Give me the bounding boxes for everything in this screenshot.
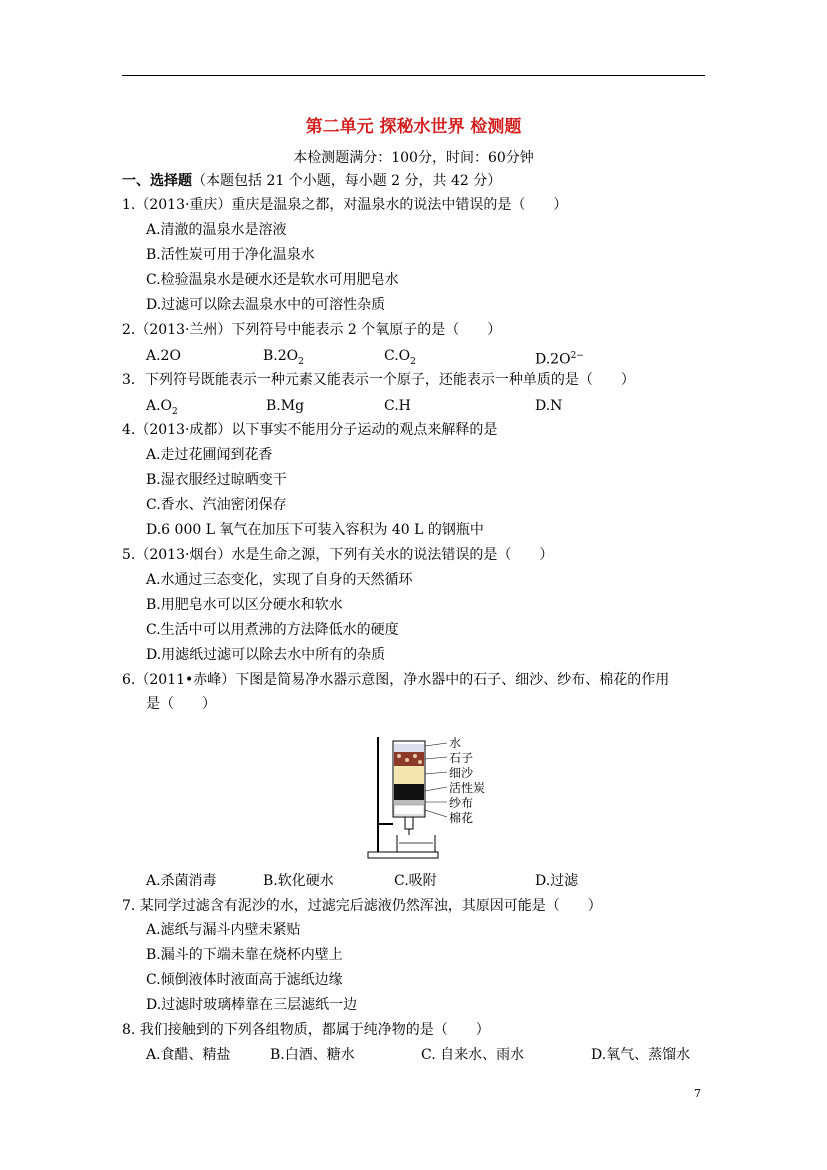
question-8-stem: 8. 我们接触到的下列各组物质，都属于纯净物的是（ ） (122, 1022, 490, 1038)
question-6-stem: 6.（2011•赤峰）下图是简易净水器示意图，净水器中的石子、细沙、纱布、棉花的作用 (122, 672, 670, 688)
question-3-option-a-subscript: 2 (172, 406, 178, 417)
question-2-option-c (384, 347, 416, 371)
question-2-option-b (263, 347, 304, 371)
leader-line (425, 743, 447, 746)
question-5-option-c: C.生活中可以用煮沸的方法降低水的硬度 (146, 622, 399, 638)
header-rule (122, 75, 705, 76)
question-2-option-b-text: B.2O (263, 348, 299, 364)
question-6-option-b: B.软化硬水 (263, 873, 334, 889)
stand-base (368, 852, 438, 858)
question-3-option-a-text: A.O (146, 398, 173, 414)
outlet-tube (405, 817, 413, 829)
question-5-stem: 5.（2013·烟台）水是生命之源，下列有关水的说法错误的是（ ） (122, 547, 554, 563)
question-5-option-a: A.水通过三态变化，实现了自身的天然循环 (146, 572, 413, 588)
question-1-option-c: C.检验温泉水是硬水还是软水可用肥皂水 (146, 272, 399, 288)
question-4-option-d: D.6 000 L 氧气在加压下可装入容积为 40 L 的钢瓶中 (146, 522, 484, 538)
question-2-stem: 2.（2013·兰州）下列符号中能表示 2 个氧原子的是（ ） (122, 322, 502, 338)
water-purifier-figure (365, 731, 505, 861)
pebble-dot (405, 758, 409, 762)
question-7-option-d: D.过滤时玻璃棒靠在三层滤纸一边 (146, 997, 358, 1013)
question-4-option-c: C.香水、汽油密闭保存 (146, 497, 287, 513)
layer-gauze (394, 800, 424, 805)
question-8-option-b: B.白酒、糖水 (270, 1047, 355, 1063)
question-2-option-b-subscript: 2 (298, 356, 304, 367)
question-7-stem: 7. 某同学过滤含有泥沙的水，过滤完后滤液仍然浑浊，其原因可能是（ ） (122, 898, 602, 914)
question-4-option-b: B.湿衣服经过晾晒变干 (146, 472, 287, 488)
question-2-option-d-superscript: 2− (570, 351, 584, 361)
question-4-option-a: A.走过花圃闻到花香 (146, 447, 273, 463)
figure-label-gauze: 纱布 (449, 796, 474, 810)
question-7-option-b: B.漏斗的下端未靠在烧杯内壁上 (146, 947, 343, 963)
question-2-option-c-text: C.O (384, 348, 411, 364)
figure-label-pebbles: 石子 (449, 751, 474, 765)
question-4-stem: 4.（2013·成都）以下事实不能用分子运动的观点来解释的是 (122, 422, 498, 438)
figure-label-water: 水 (449, 736, 462, 750)
question-8-option-d: D.氧气、蒸馏水 (591, 1047, 691, 1063)
leader-line (425, 810, 447, 817)
figure-label-carbon: 活性炭 (449, 781, 486, 795)
question-6-option-a: A.杀菌消毒 (146, 873, 217, 889)
question-1-option-b: B.活性炭可用于净化温泉水 (146, 247, 315, 263)
question-1-stem: 1.（2013·重庆）重庆是温泉之都，对温泉水的说法中错误的是（ ） (122, 197, 568, 213)
page-number: 7 (694, 1087, 701, 1100)
figure-label-cotton: 棉花 (449, 811, 474, 825)
question-8-option-c: C. 自来水、雨水 (421, 1047, 525, 1063)
question-3-option-c: C.H (384, 398, 411, 414)
leader-line (425, 757, 447, 759)
question-2-option-a: A.2O (146, 348, 181, 364)
figure-label-sand: 细沙 (449, 766, 474, 780)
question-5-option-b: B.用肥皂水可以区分硬水和软水 (146, 597, 343, 613)
layer-cotton (394, 805, 424, 815)
question-1-option-a: A.清澈的温泉水是溶液 (146, 222, 287, 238)
question-1-option-d: D.过滤可以除去温泉水中的可溶性杂质 (146, 297, 386, 313)
question-8-option-a: A.食醋、精盐 (146, 1047, 231, 1063)
section-heading-label: 一、选择题 (122, 173, 192, 189)
leader-line (425, 772, 447, 774)
question-2-option-d-text: D.2O (535, 351, 571, 368)
pebble-dot (418, 760, 422, 764)
section-heading (122, 172, 501, 190)
question-7-option-c: C.倾倒液体时液面高于滤纸边缘 (146, 972, 343, 988)
question-5-option-d: D.用滤纸过滤可以除去水中所有的杂质 (146, 647, 386, 663)
question-2-option-d (535, 347, 584, 369)
question-3-option-a (146, 397, 178, 421)
question-7-option-a: A.滤纸与漏斗内壁未紧贴 (146, 922, 301, 938)
question-6-option-d: D.过滤 (535, 873, 579, 889)
beaker (397, 835, 435, 852)
layer-carbon (394, 784, 424, 800)
question-6-stem-cont: 是（ ） (146, 696, 216, 712)
question-2-option-c-subscript: 2 (410, 356, 416, 367)
pebble-dot (413, 754, 417, 758)
layer-sand (394, 766, 424, 784)
leader-line (425, 787, 447, 791)
section-heading-note: （本题包括 21 个小题，每小题 2 分，共 42 分） (192, 173, 502, 189)
layer-water (394, 744, 424, 752)
pebble-dot (397, 754, 401, 758)
question-3-option-b: B.Mg (266, 398, 305, 414)
page-subtitle: 本检测题满分：100分，时间：60分钟 (293, 150, 534, 166)
question-6-option-c: C.吸附 (394, 873, 437, 889)
question-3-option-d: D.N (535, 398, 563, 414)
question-3-stem: 3．下列符号既能表示一种元素又能表示一个原子，还能表示一种单质的是（ ） (122, 372, 635, 388)
page-title: 第二单元 探秘水世界 检测题 (305, 117, 522, 137)
